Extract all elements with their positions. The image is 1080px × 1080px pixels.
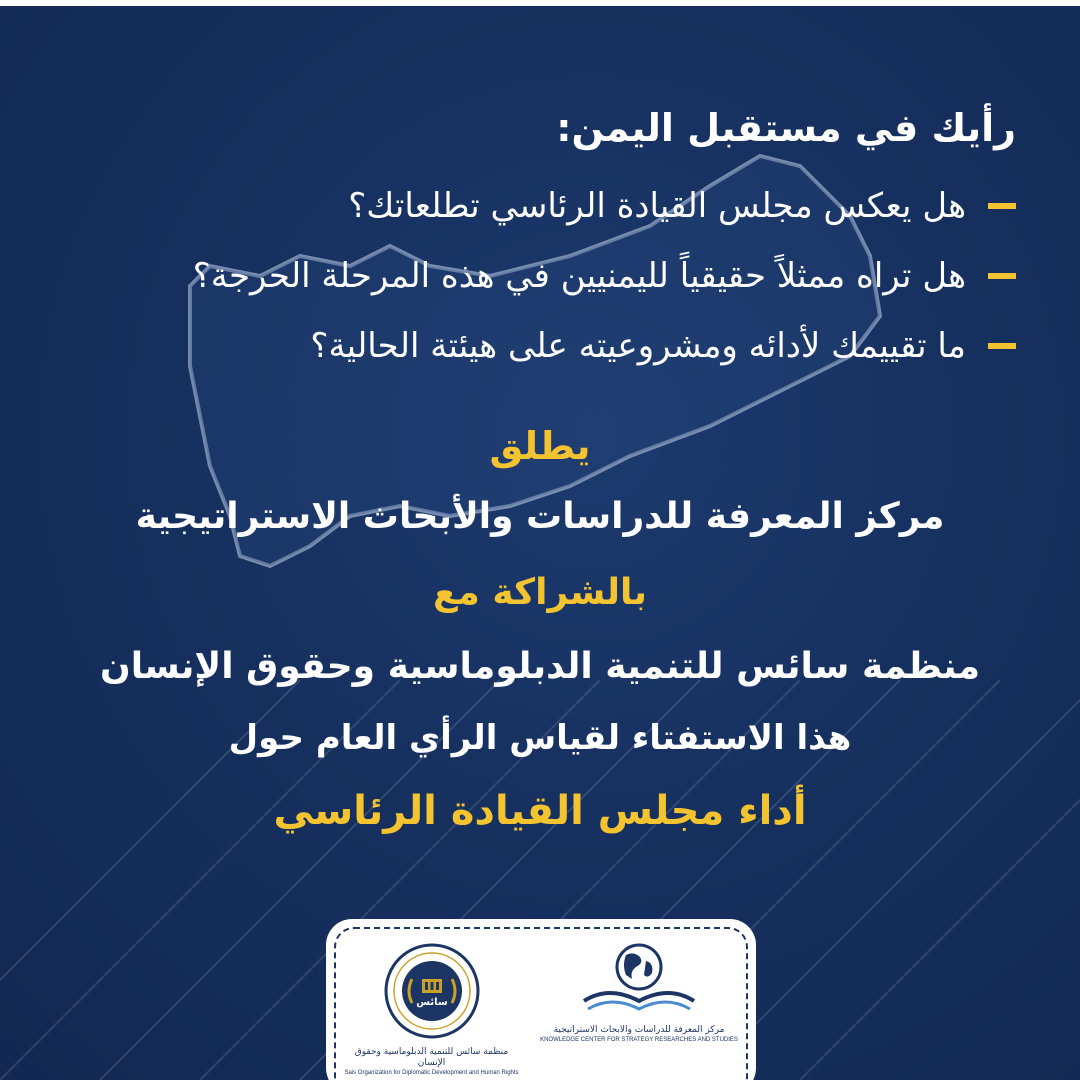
questions-list	[36, 171, 1016, 381]
partner-logos-card	[326, 919, 756, 1080]
knowledge-center-logo	[534, 939, 744, 1044]
question-text: هل تراه ممثلاً حقيقياً لليمنيين في هذه المرحلة الحرجة؟	[192, 256, 966, 296]
partnership-label: بالشراكة مع	[432, 572, 648, 613]
organizer-name: مركز المعرفة للدراسات والأبحاث الاستراتيجية	[135, 496, 945, 537]
question-item	[36, 241, 1016, 311]
yellow-dash-icon	[988, 273, 1016, 279]
yellow-dash-icon	[988, 343, 1016, 349]
question-text: ما تقييمك لأدائه ومشروعيته على هيئتة الحالية؟	[310, 326, 966, 366]
poster	[0, 6, 1080, 1080]
globe-book-icon	[564, 939, 714, 1019]
knowledge-caption-en: KNOWLEDGE CENTER FOR STRATEGY RESEARCHES AND STUDIES	[540, 1037, 738, 1043]
launches-label: يطلق	[489, 424, 591, 468]
sais-emblem-text: سائس	[415, 997, 448, 1008]
sais-emblem-icon	[382, 941, 482, 1041]
question-item	[36, 311, 1016, 381]
survey-subject: أداء مجلس القيادة الرئاسي	[273, 788, 807, 834]
knowledge-caption-ar: مركز المعرفة للدراسات والابحاث الاستراتيجية	[553, 1025, 725, 1035]
sais-logo	[344, 941, 519, 1077]
sais-caption-en: Sais Organization for Diplomatic Development and Human Rights	[344, 1070, 519, 1076]
yellow-dash-icon	[988, 203, 1016, 209]
question-item	[36, 171, 1016, 241]
question-text: هل يعكس مجلس القيادة الرئاسي تطلعاتك؟	[348, 186, 966, 226]
survey-intro: هذا الاستفتاء لقياس الرأي العام حول	[228, 718, 852, 758]
sais-caption-ar: منظمة سائس للتنمية الدبلوماسية وحقوق الإنسان	[354, 1047, 509, 1068]
partner-name: منظمة سائس للتنمية الدبلوماسية وحقوق الإنسان	[100, 646, 980, 687]
page-title: رأيك في مستقبل اليمن:	[556, 106, 1016, 150]
